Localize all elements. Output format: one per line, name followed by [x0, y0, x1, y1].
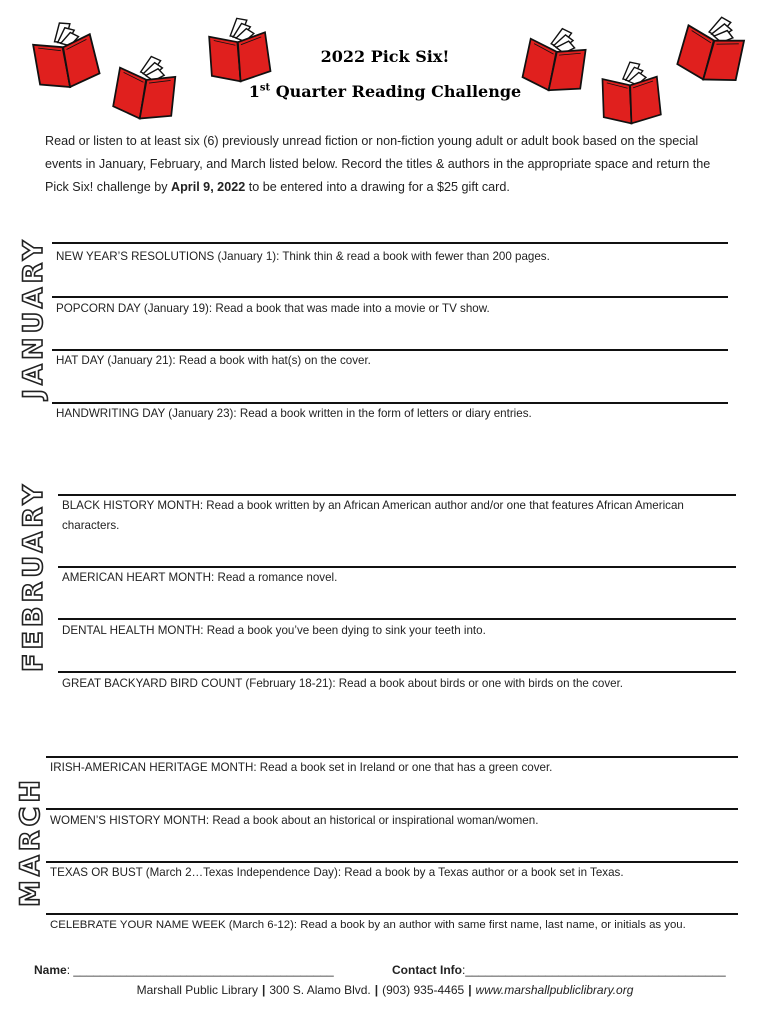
- prompt-new-years-resolutions: NEW YEAR’S RESOLUTIONS (January 1): Think thin & read a book with fewer than 200 pages.: [56, 250, 550, 263]
- name-field[interactable]: Name: _______________________________________: [34, 963, 334, 977]
- page-subtitle: 1st Quarter Reading Challenge: [248, 82, 522, 101]
- write-in-line[interactable]: [52, 242, 728, 244]
- write-in-line[interactable]: [46, 808, 738, 810]
- contact-info-field[interactable]: Contact Info:_______________________________________: [392, 963, 726, 977]
- prompt-black-history-month: BLACK HISTORY MONTH: Read a book written by an African American author and/or one that features African American characters.: [62, 499, 684, 532]
- month-label-january: JANUARY: [18, 236, 49, 399]
- prompt-handwriting-day: HANDWRITING DAY (January 23): Read a book written in the form of letters or diary entries.: [56, 407, 532, 420]
- library-website-link[interactable]: www.marshallpubliclibrary.org: [475, 983, 634, 997]
- instructions-paragraph: Read or listen to at least six (6) previously unread fiction or non-fiction young adult or adult book based on the special events in January, February, and March listed below. Record the titles & authors in the appropriate space and return the Pick Six! challenge by April 9, 2022 to be entered into a drawing for a $25 gift card.: [45, 134, 711, 194]
- prompt-texas-or-bust: TEXAS OR BUST (March 2…Texas Independence Day): Read a book by a Texas author or a book set in Texas.: [50, 866, 624, 879]
- prompt-hat-day: HAT DAY (January 21): Read a book with hat(s) on the cover.: [56, 354, 371, 367]
- prompt-popcorn-day: POPCORN DAY (January 19): Read a book that was made into a movie or TV show.: [56, 302, 490, 315]
- month-label-february: FEBRUARY: [18, 480, 49, 672]
- write-in-line[interactable]: [58, 671, 736, 673]
- prompt-celebrate-your-name-week: CELEBRATE YOUR NAME WEEK (March 6-12): Read a book by an author with same first name, last name, or initials as you.: [50, 919, 686, 931]
- month-label-march: MARCH: [15, 776, 46, 907]
- library-address: Marshall Public Library | 300 S. Alamo Blvd. | (903) 935-4465 | www.marshallpubliclibrary.org: [136, 983, 634, 997]
- write-in-line[interactable]: [52, 296, 728, 298]
- write-in-line[interactable]: [58, 618, 736, 620]
- prompt-irish-american-heritage: IRISH-AMERICAN HERITAGE MONTH: Read a book set in Ireland or one that has a green cover.: [50, 761, 553, 774]
- prompt-dental-health-month: DENTAL HEALTH MONTH: Read a book you’ve been dying to sink your teeth into.: [62, 624, 486, 637]
- deadline-date: April 9, 2022: [171, 180, 246, 194]
- prompt-american-heart-month: AMERICAN HEART MONTH: Read a romance novel.: [62, 571, 338, 584]
- prompt-backyard-bird-count: GREAT BACKYARD BIRD COUNT (February 18-21): Read a book about birds or one with birds on the cover.: [62, 677, 624, 690]
- prompt-womens-history-month: WOMEN’S HISTORY MONTH: Read a book about an historical or inspirational woman/women.: [50, 814, 539, 827]
- page-title: 2022 Pick Six!: [320, 47, 450, 66]
